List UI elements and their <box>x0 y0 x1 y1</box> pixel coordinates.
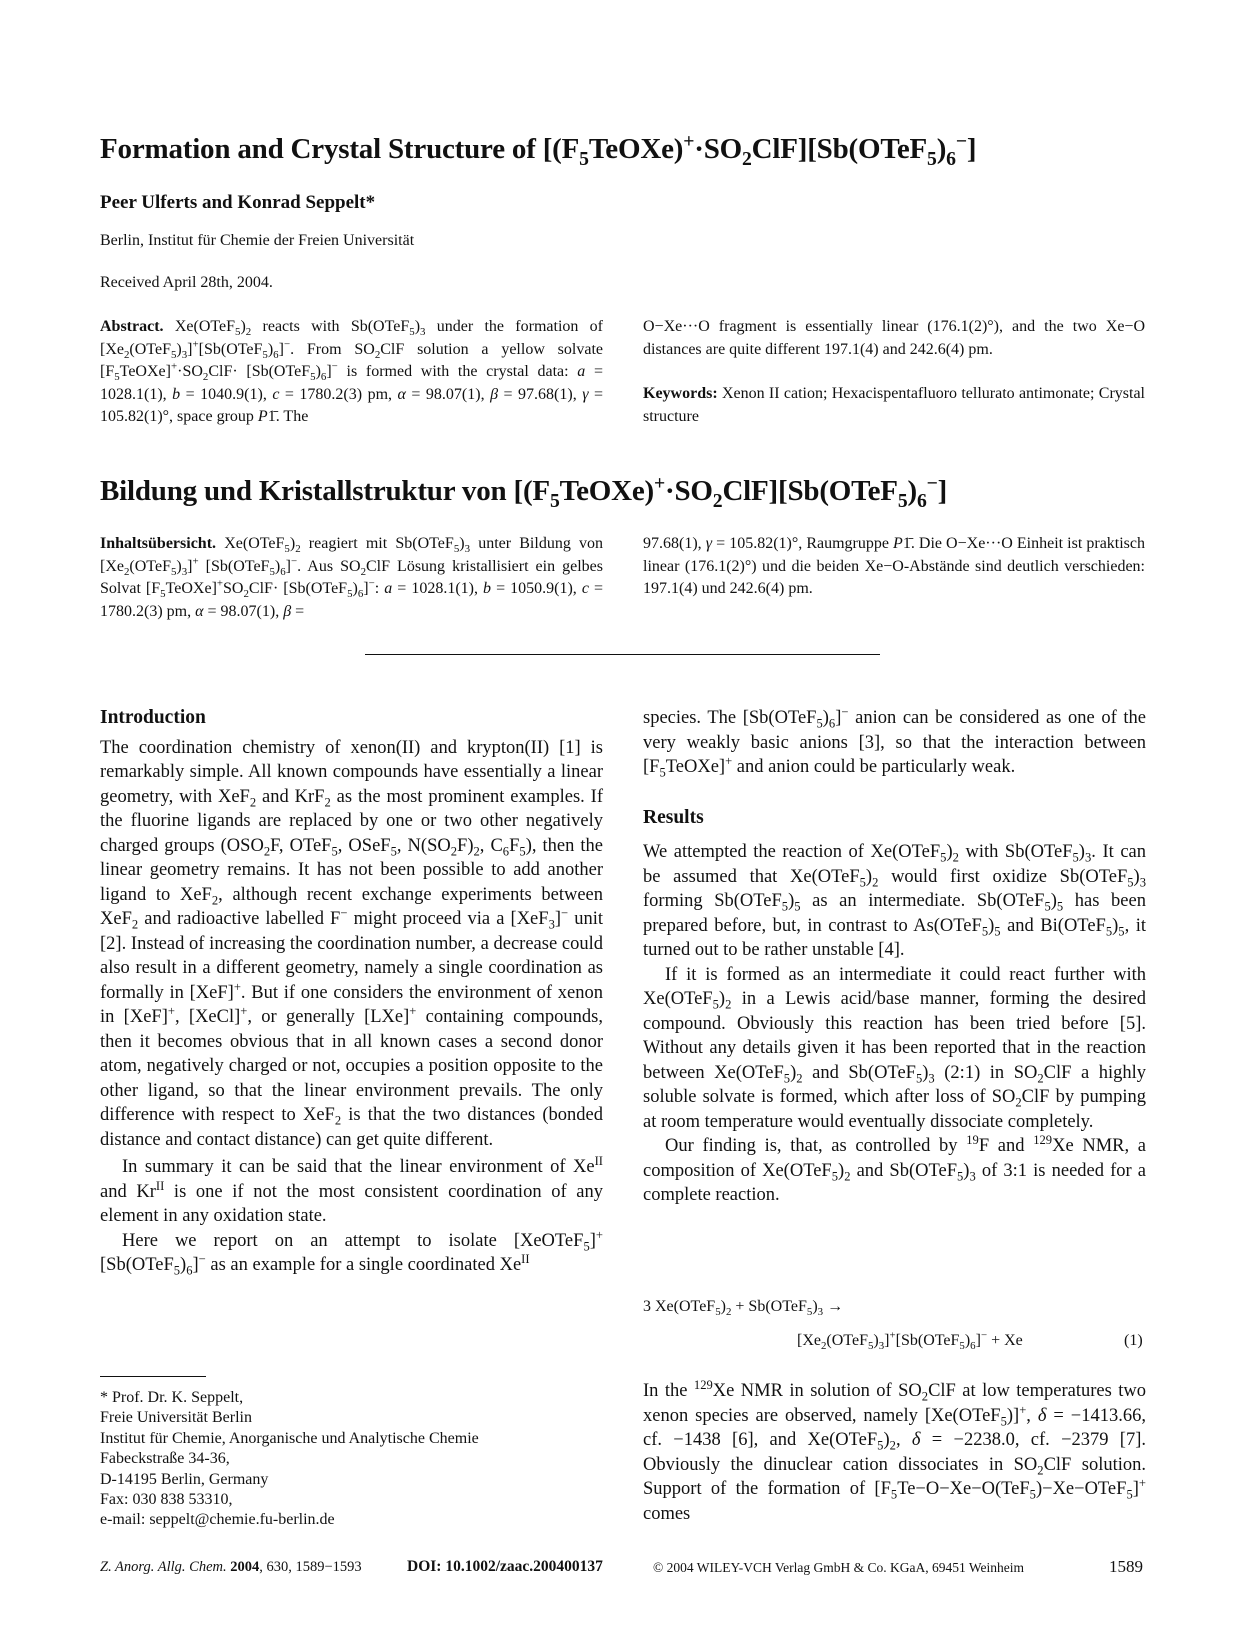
results-paragraph-1: We attempted the reaction of $Xe(OTeF_5)_2$ with $Sb(OTeF_5)_3$. It can be assumed that $Xe(OTeF_5)_2$ would first oxidize $Sb(OTeF_5)_3$ forming $Sb(OTeF_5)_5$ as an intermediate. $Sb(OTeF_5)_5$ has been prepared before, but, in contrast to $As(OTeF_5)_5$ and $Bi(OTeF_5)_5$, it turned out to be rather unstable [4]. <box>643 842 1147 960</box>
authors: Peer Ulferts and Konrad Seppelt* <box>100 192 376 213</box>
affiliation: Berlin, Institut für Chemie der Freien Universität <box>100 232 415 249</box>
equation-1-line-1: 3 $Xe(OTeF_5)_2$ + $Sb(OTeF_5)_3$ → <box>643 1298 844 1319</box>
footnote-line: Freie Universität Berlin <box>100 1409 252 1427</box>
body-right-column <box>643 706 1146 1208</box>
footer-copyright: © 2004 WILEY-VCH Verlag GmbH & Co. KGaA, 69451 Weinheim <box>653 1560 1025 1575</box>
inhalt-label: Inhaltsübersicht. <box>100 535 217 552</box>
footer-journal: Z. Anorg. Allg. Chem. <box>100 1559 227 1575</box>
abstract-german: Inhaltsübersicht. $Xe(OTeF_5)_2$ reagiert mit $Sb(OTeF_5)_3$ unter Bildung von $[Xe_2(OTeF_5)_3]^+$ $[Sb(OTeF_5)_6]^-$. Aus $SO_2ClF$ Lösung kristallisiert ein gelbes Solvat $[F_5TeOXe]^+SO_2ClF\cdot$ $[Sb(OTeF_5)_6]^-$: a = 1028.1(1), b = 1050.9(1), c = 1780.2(3) pm, α = 98.07(1), β = <box>100 535 604 620</box>
footnote-line: Fabeckstraße 34-36, <box>100 1450 230 1468</box>
abstract-english: Abstract. $Xe(OTeF_5)_2$ reacts with $Sb(OTeF_5)_3$ under the formation of $[Xe_2(OTeF_5)_3]^+[Sb(OTeF_5)_6]^-$. From $SO_2ClF$ solution a yellow solvate $[F_5TeOXe]^+\cdot SO_2ClF\cdot$ $[Sb(OTeF_5)_6]^-$ is formed with the crystal data: a = 1028.1(1), b = 1040.9(1), c = 1780.2(3) pm, α = 98.07(1), β = 97.68(1), γ = 105.82(1)°, space group P1̄. The <box>100 318 604 426</box>
keywords-text: Xenon II cation; Hexacispentafluoro tellurato antimonate; Crystal structure <box>643 385 1145 425</box>
keywords <box>643 383 1145 428</box>
abstract-english-continued: O−Xe···O fragment is essentially linear (176.1(2)°), and the two Xe−O distances are quite different 197.1(4) and 242.6(4) pm. <box>643 318 1145 358</box>
footnote-line: e-mail: seppelt@chemie.fu-berlin.de <box>100 1511 335 1529</box>
footnote-line: * Prof. Dr. K. Seppelt, <box>100 1389 244 1406</box>
title-german: Bildung und Kristallstruktur von $[(F_5TeOXe)^+\cdot SO_2ClF][Sb(OTeF_5)_6^-]$ <box>100 472 948 512</box>
page-number: 1589 <box>1109 1557 1143 1576</box>
intro-paragraph-3: Here we report on an attempt to isolate [XeOTeF$_5$]+ $[Sb(OTeF_5)_6]^-$ as an example for a single coordinated $Xe^{II}$ <box>100 1227 603 1278</box>
intro-paragraph-1: The coordination chemistry of xenon(II) and krypton(II) [1] is remarkably simple. All known compounds have essentially a linear geometry, with XeF$_2$ and KrF$_2$ as the most prominent examples. If the fluorine ligands are replaced by one or two other negatively charged groups ($OSO_2F$, OTeF$_5$, OSeF$_5$, $N(SO_2F)_2$, $C_6F_5$), then the linear geometry remains. It has not been possible to add another ligand to XeF$_2$, although recent exchange experiments between XeF$_2$ and radioactive labelled F− might proceed via a [XeF$_3$]− unit [2]. Instead of increasing the coordination number, a decrease could also result in a different geometry, namely a single coordination as formally in [XeF]+. But if one considers the environment of xenon in [XeF]+, [XeCl]+, or generally [LXe]+ containing compounds, then it becomes obvious that in all known cases a second donor atom, negatively charged or not, occupies a position opposite to the other ligand, so that the linear environment prevails. The only difference with respect to XeF$_2$ is that the two distances (bonded distance and contact distance) can get quite different. <box>100 737 604 1150</box>
equation-number: (1) <box>1124 1332 1143 1349</box>
footer-citation <box>100 1559 362 1576</box>
results-paragraph-4: In the $^{129}$Xe NMR in solution of $SO_2ClF$ at low temperatures two xenon species are observed, namely [Xe(OTeF$_5$)]+, δ = −1413.66, cf. −1438 [6], and $Xe(OTeF_5)_2$, δ = −2238.0, cf. −2379 [7]. Obviously the dinuclear cation dissociates in $SO_2ClF$ solution. Support of the formation of $[F_5Te-O-Xe-O(TeF_5)-Xe-OTeF_5]^+$ comes <box>643 1377 1147 1524</box>
keywords-label: Keywords: <box>643 385 718 402</box>
section-divider <box>365 654 880 655</box>
abstract-label: Abstract. <box>100 318 164 335</box>
footnote-rule <box>100 1376 206 1377</box>
footnote-line: Institut für Chemie, Anorganische und Analytische Chemie <box>100 1429 479 1447</box>
footer-doi: DOI: 10.1002/zaac.200400137 <box>407 1558 603 1575</box>
footnote-line: D-14195 Berlin, Germany <box>100 1470 269 1488</box>
results-paragraph-3: Our finding is, that, as controlled by $^{19}$F and $^{129}$Xe NMR, a composition of $Xe(OTeF_5)_2$ and $Sb(OTeF_5)_3$ of 3:1 is needed for a complete reaction. <box>643 1132 1147 1205</box>
footer-year: 2004 <box>230 1559 260 1575</box>
heading-introduction: Introduction <box>100 707 206 728</box>
footnote <box>100 1388 479 1531</box>
heading-results: Results <box>643 806 704 828</box>
title-english: Formation and Crystal Structure of $[(F_5TeOXe)^+\cdot SO_2ClF][Sb(OTeF_5)_6^-]$ <box>100 130 977 170</box>
footnote-line: Fax: 030 838 53310, <box>100 1491 233 1509</box>
intro-paragraph-3-continued: species. The $[Sb(OTeF_5)_6]^-$ anion can be considered as one of the very weakly basic anions [3], so that the interaction between $[F_5TeOXe]^+$ and anion could be particularly weak. <box>643 704 1146 780</box>
results-paragraph-2: If it is formed as an intermediate it could react further with $Xe(OTeF_5)_2$ in a Lewis acid/base manner, forming the desired compound. Obviously this reaction has been tried before [5]. Without any details given it has been reported that in the reaction between $Xe(OTeF_5)_2$ and $Sb(OTeF_5)_3$ (2:1) in $SO_2ClF$ a highly soluble solvate is formed, which after loss of $SO_2ClF$ by pumping at room temperature would eventually dissociate completely. <box>643 964 1147 1132</box>
abstract-german-continued: 97.68(1), γ = 105.82(1)°, Raumgruppe P1̄. Die O−Xe···O Einheit ist praktisch linear (176.1(2)°) und die beiden Xe−O-Abstände sind deutlich verschieden: 197.1(4) und 242.6(4) pm. <box>643 535 1146 598</box>
equation-1-line-2: $[Xe_2(OTeF_5)_3]^+[Sb(OTeF_5)_6]^- + Xe$ <box>797 1329 1023 1353</box>
body-left-column <box>100 706 603 1278</box>
intro-paragraph-2: In summary it can be said that the linear environment of $Xe^{II}$ and $Kr^{II}$ is one if not the most consistent coordination of any element in any oxidation state. <box>100 1153 604 1226</box>
footer-volume-pages: , 630, 1589−1593 <box>259 1559 362 1575</box>
received-date: Received April 28th, 2004. <box>100 274 273 291</box>
